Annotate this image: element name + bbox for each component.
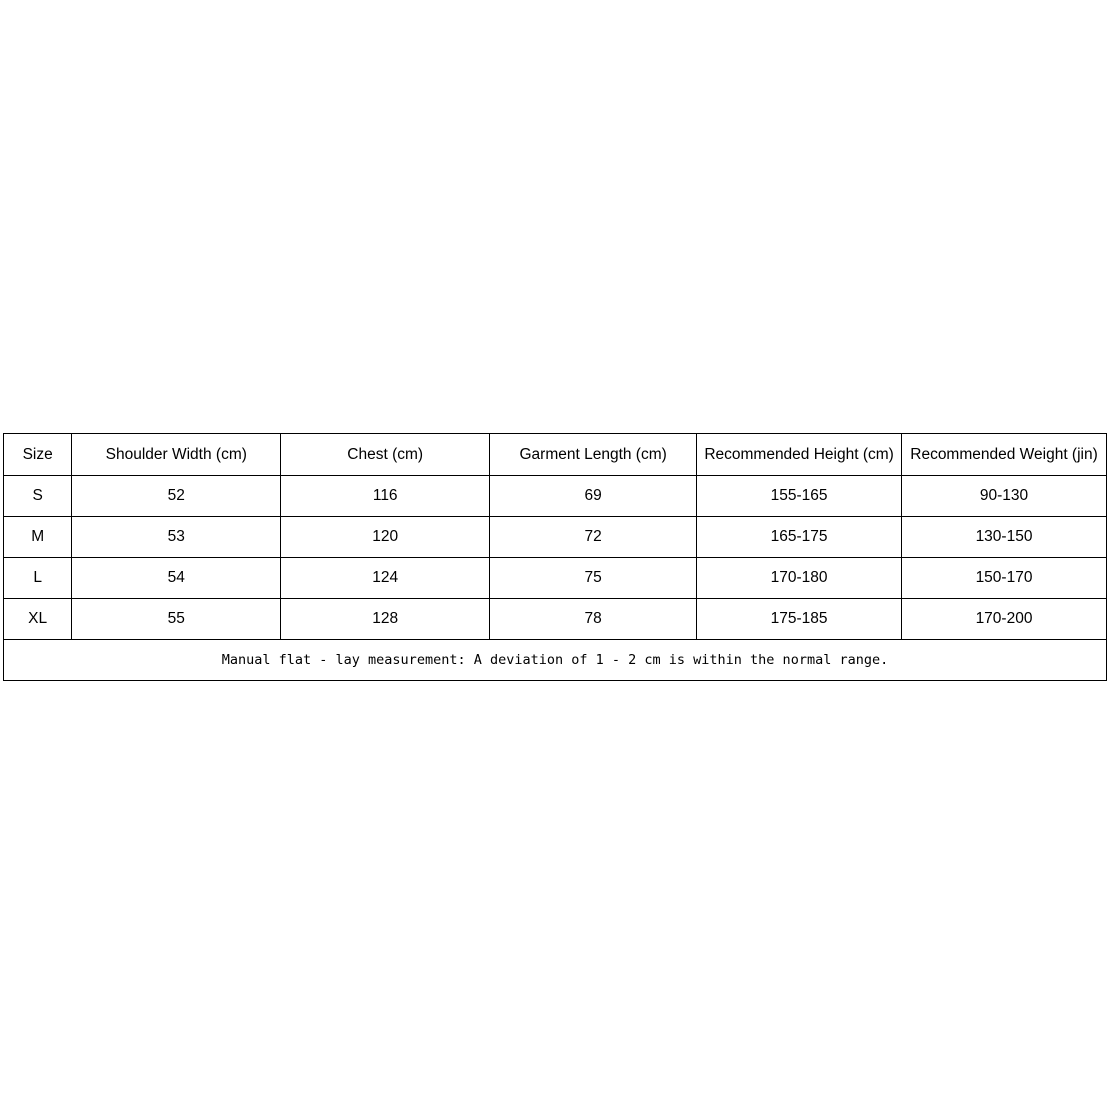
cell-chest: 120: [281, 517, 490, 558]
cell-shoulder-width: 54: [72, 558, 281, 599]
table-row: [4, 599, 1107, 640]
column-header-size: Size: [4, 434, 72, 476]
table-row: [4, 476, 1107, 517]
cell-chest: 124: [281, 558, 490, 599]
size-chart-table: [3, 433, 1107, 681]
size-chart-container: [3, 433, 1107, 681]
cell-chest: 128: [281, 599, 490, 640]
cell-garment-length: 72: [490, 517, 697, 558]
cell-recommended-height: 165-175: [697, 517, 902, 558]
column-header-recommended-weight: Recommended Weight (jin): [902, 434, 1107, 476]
column-header-recommended-height: Recommended Height (cm): [697, 434, 902, 476]
cell-size: XL: [4, 599, 72, 640]
cell-size: L: [4, 558, 72, 599]
cell-chest: 116: [281, 476, 490, 517]
cell-recommended-weight: 170-200: [902, 599, 1107, 640]
cell-shoulder-width: 53: [72, 517, 281, 558]
cell-size: S: [4, 476, 72, 517]
table-body: [4, 476, 1107, 681]
cell-recommended-height: 155-165: [697, 476, 902, 517]
table-header-row: [4, 434, 1107, 476]
table-row: [4, 517, 1107, 558]
cell-recommended-height: 175-185: [697, 599, 902, 640]
table-row: [4, 558, 1107, 599]
cell-garment-length: 78: [490, 599, 697, 640]
measurement-note: Manual flat - lay measurement: A deviation of 1 - 2 cm is within the normal range.: [4, 640, 1107, 681]
column-header-garment-length: Garment Length (cm): [490, 434, 697, 476]
column-header-chest: Chest (cm): [281, 434, 490, 476]
table-footnote-row: [4, 640, 1107, 681]
cell-recommended-weight: 90-130: [902, 476, 1107, 517]
table-header: [4, 434, 1107, 476]
cell-recommended-weight: 130-150: [902, 517, 1107, 558]
cell-size: M: [4, 517, 72, 558]
cell-garment-length: 69: [490, 476, 697, 517]
cell-shoulder-width: 55: [72, 599, 281, 640]
cell-garment-length: 75: [490, 558, 697, 599]
cell-shoulder-width: 52: [72, 476, 281, 517]
cell-recommended-height: 170-180: [697, 558, 902, 599]
column-header-shoulder-width: Shoulder Width (cm): [72, 434, 281, 476]
cell-recommended-weight: 150-170: [902, 558, 1107, 599]
